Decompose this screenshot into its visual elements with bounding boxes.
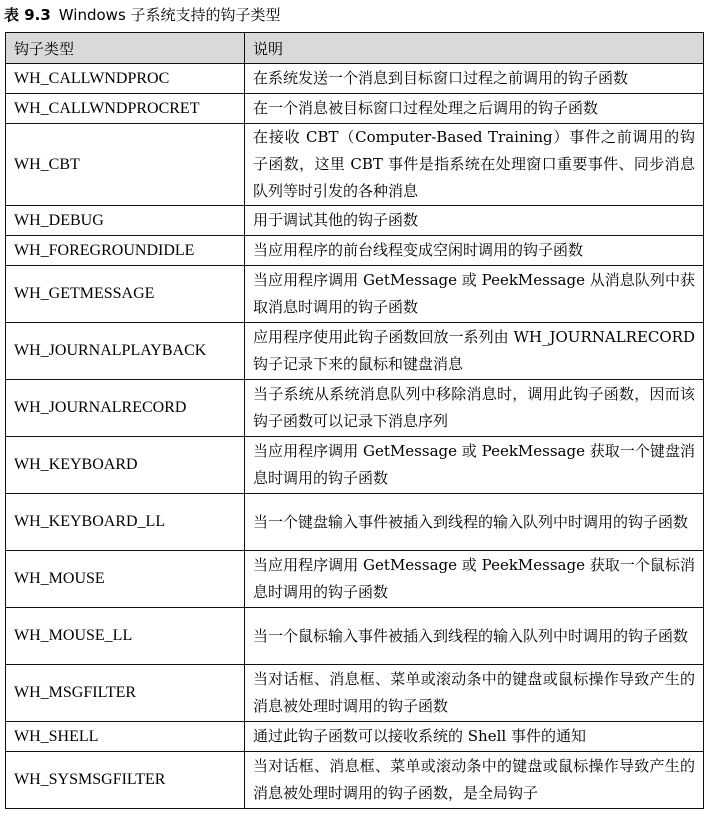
table-row bbox=[6, 722, 704, 752]
hook-name: WH_KEYBOARD bbox=[6, 437, 245, 494]
table-row bbox=[6, 64, 704, 94]
hook-description: 当对话框、消息框、菜单或滚动条中的键盘或鼠标操作导致产生的消息被处理时调用的钩子函数 bbox=[245, 665, 704, 722]
table-row bbox=[6, 266, 704, 323]
hook-description: 当应用程序的前台线程变成空闲时调用的钩子函数 bbox=[245, 236, 704, 266]
hook-description: 当对话框、消息框、菜单或滚动条中的键盘或鼠标操作导致产生的消息被处理时调用的钩子函数，是全局钩子 bbox=[245, 752, 704, 809]
hook-name: WH_KEYBOARD_LL bbox=[6, 494, 245, 551]
hook-description: 用于调试其他的钩子函数 bbox=[245, 206, 704, 236]
hook-description: 通过此钩子函数可以接收系统的 Shell 事件的通知 bbox=[245, 722, 704, 752]
hook-name: WH_SYSMSGFILTER bbox=[6, 752, 245, 809]
hook-description: 当一个键盘输入事件被插入到线程的输入队列中时调用的钩子函数 bbox=[245, 494, 704, 551]
hook-name: WH_DEBUG bbox=[6, 206, 245, 236]
table-row bbox=[6, 608, 704, 665]
table-header-row bbox=[6, 33, 704, 64]
table-row bbox=[6, 494, 704, 551]
hook-name: WH_MOUSE_LL bbox=[6, 608, 245, 665]
table-number: 表 9.3 bbox=[4, 6, 51, 24]
hook-description: 当应用程序调用 GetMessage 或 PeekMessage 获取一个鼠标消息时调用的钩子函数 bbox=[245, 551, 704, 608]
hook-description: 当一个鼠标输入事件被插入到线程的输入队列中时调用的钩子函数 bbox=[245, 608, 704, 665]
hook-types-table bbox=[5, 32, 704, 809]
hook-name: WH_SHELL bbox=[6, 722, 245, 752]
hook-description: 在一个消息被目标窗口过程处理之后调用的钩子函数 bbox=[245, 94, 704, 124]
header-description: 说明 bbox=[245, 33, 704, 64]
hook-description: 应用程序使用此钩子函数回放一系列由 WH_JOURNALRECORD 钩子记录下来的鼠标和键盘消息 bbox=[245, 323, 704, 380]
table-row bbox=[6, 124, 704, 206]
table-row bbox=[6, 380, 704, 437]
table-row bbox=[6, 323, 704, 380]
hook-name: WH_JOURNALPLAYBACK bbox=[6, 323, 245, 380]
hook-description: 当应用程序调用 GetMessage 或 PeekMessage 获取一个键盘消息时调用的钩子函数 bbox=[245, 437, 704, 494]
table-row bbox=[6, 665, 704, 722]
table-row bbox=[6, 236, 704, 266]
hook-description: 在系统发送一个消息到目标窗口过程之前调用的钩子函数 bbox=[245, 64, 704, 94]
hook-description: 当子系统从系统消息队列中移除消息时，调用此钩子函数，因而该钩子函数可以记录下消息序列 bbox=[245, 380, 704, 437]
hook-name: WH_CBT bbox=[6, 124, 245, 206]
table-caption bbox=[4, 2, 281, 28]
table-row bbox=[6, 752, 704, 809]
hook-name: WH_GETMESSAGE bbox=[6, 266, 245, 323]
hook-name: WH_MOUSE bbox=[6, 551, 245, 608]
hook-name: WH_MSGFILTER bbox=[6, 665, 245, 722]
hook-description: 当应用程序调用 GetMessage 或 PeekMessage 从消息队列中获取消息时调用的钩子函数 bbox=[245, 266, 704, 323]
hook-name: WH_CALLWNDPROCRET bbox=[6, 94, 245, 124]
table-row bbox=[6, 437, 704, 494]
table-row bbox=[6, 551, 704, 608]
hook-name: WH_FOREGROUNDIDLE bbox=[6, 236, 245, 266]
header-hook-type: 钩子类型 bbox=[6, 33, 245, 64]
hook-description: 在接收 CBT（Computer-Based Training）事件之前调用的钩子函数，这里 CBT 事件是指系统在处理窗口重要事件、同步消息队列等时引发的各种消息 bbox=[245, 124, 704, 206]
table-row bbox=[6, 206, 704, 236]
table-row bbox=[6, 94, 704, 124]
hook-name: WH_CALLWNDPROC bbox=[6, 64, 245, 94]
hook-name: WH_JOURNALRECORD bbox=[6, 380, 245, 437]
table-title: Windows 子系统支持的钩子类型 bbox=[58, 6, 281, 24]
